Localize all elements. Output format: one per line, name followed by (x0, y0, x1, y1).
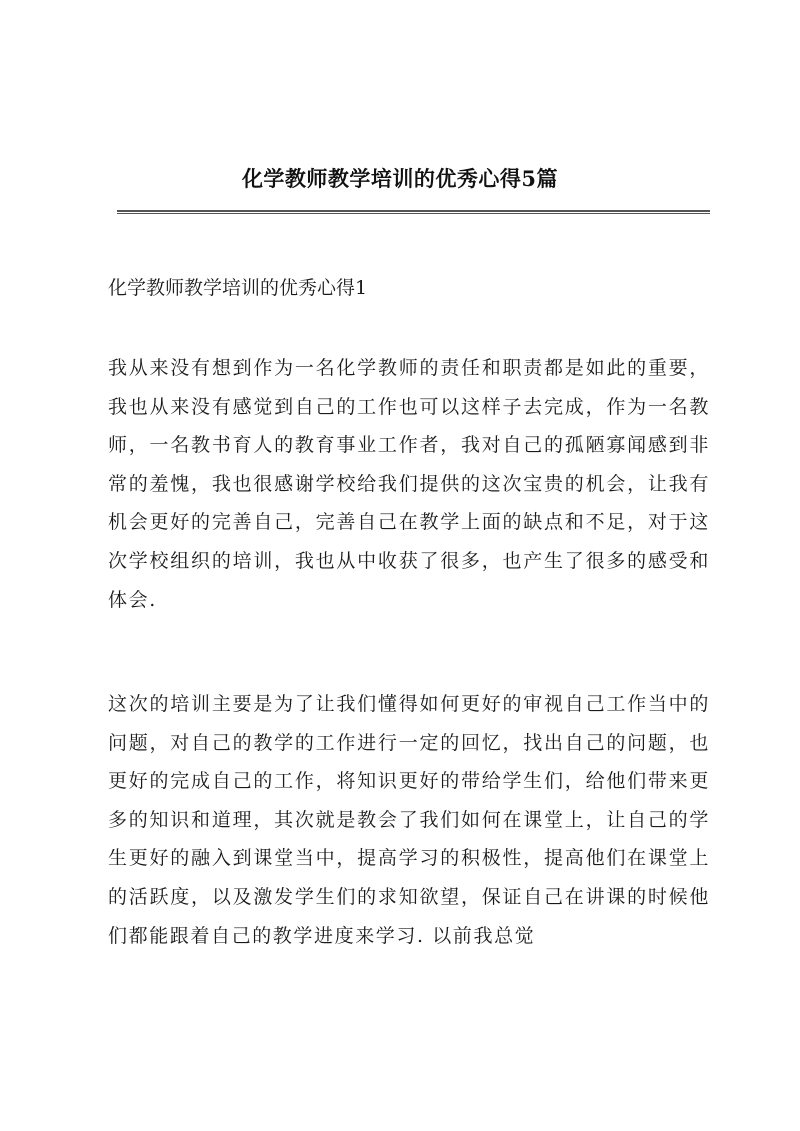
section-heading: 化学教师教学培训的优秀心得1 (108, 277, 368, 299)
title-underline-divider (117, 210, 710, 214)
body-paragraph: 这次的培训主要是为了让我们懂得如何更好的审视自己工作当中的问题，对自己的教学的工作进行一定的回忆，找出自己的问题，也更好的完成自己的工作，将知识更好的带给学生们，给他们带来更多的知识和道理，其次就是教会了我们如何在课堂上，让自己的学生更好的融入到课堂当中，提高学习的积极性，提高他们在课堂上的活跃度，以及激发学生们的求知欲望，保证自己在讲课的时候他们都能跟着自己的教学进度来学习. 以前我总觉 (108, 693, 710, 947)
document-title: 化学教师教学培训的优秀心得5篇 (241, 166, 559, 191)
body-paragraph: 我从来没有想到作为一名化学教师的责任和职责都是如此的重要，我也从来没有感觉到自己的工作也可以这样子去完成，作为一名教师，一名教书育人的教育事业工作者，我对自己的孤陋寡闻感到非常的羞愧，我也很感谢学校给我们提供的这次宝贵的机会，让我有机会更好的完善自己，完善自己在教学上面的缺点和不足，对于这次学校组织的培训，我也从中收获了很多，也产生了很多的感受和体会. (108, 357, 710, 611)
